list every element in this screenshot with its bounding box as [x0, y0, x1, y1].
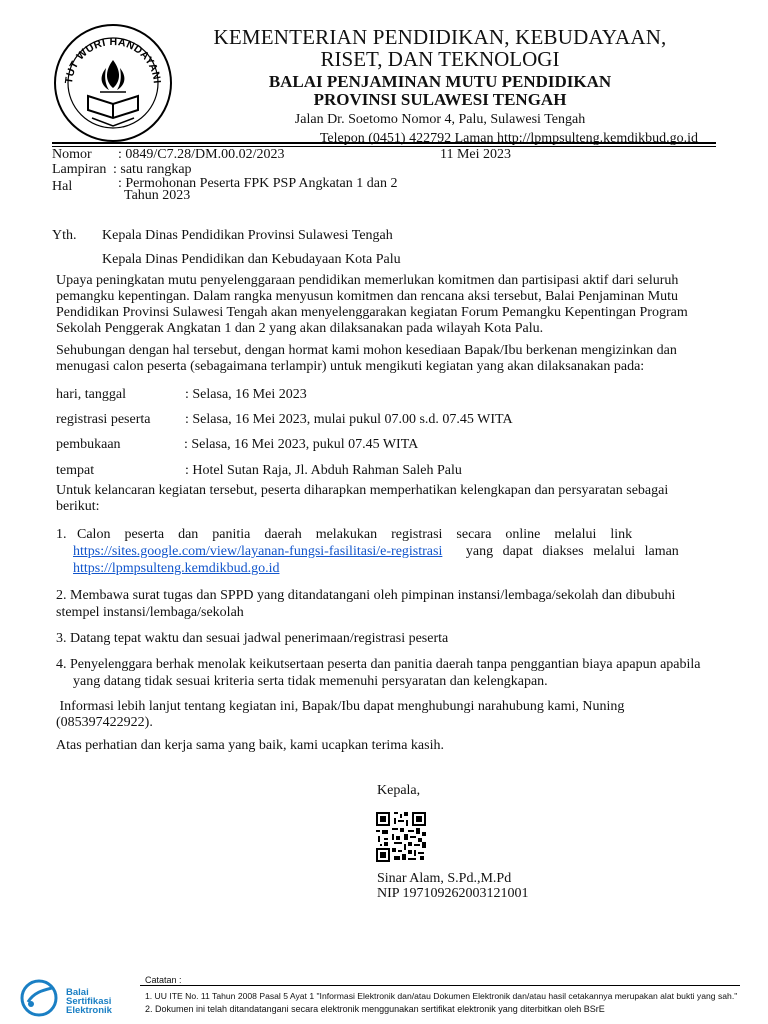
requirement-4-line2: yang datang tidak sesuai kriteria serta tidak memenuhi persyaratan dan kelengkapan. [73, 674, 548, 689]
nomor-label: Nomor [52, 147, 92, 162]
office-address: Jalan Dr. Soetomo Nomor 4, Palu, Sulawesi Tengah [294, 111, 586, 127]
signatory-title: Kepala, [377, 783, 421, 798]
schedule-value-opening: : Selasa, 16 Mei 2023, pukul 07.45 WITA [184, 437, 419, 452]
paragraph-3-line: Untuk kelancaran kegiatan tersebut, peserta diharapkan memperhatikan kelengkapan dan persyaratan sebagai [56, 483, 669, 498]
lampiran-label: Lampiran [52, 162, 107, 177]
bsre-logo-text [66, 988, 112, 1015]
letter-date: 11 Mei 2023 [440, 147, 512, 162]
svg-text:TUT WURI HANDAYANI: TUT WURI HANDAYANI [62, 35, 163, 85]
requirement-4-line1: 4. Penyelenggara berhak menolak keikutsertaan peserta dan panitia daerah tanpa penggantian biaya apapun apabila [56, 657, 701, 672]
requirement-1-line3 [73, 561, 280, 577]
office-name-line1: BALAI PENJAMINAN MUTU PENDIDIKAN [268, 72, 612, 92]
requirement-2-line1: 2. Membawa surat tugas dan SPPD yang ditandatangani oleh pimpinan instansi/lembaga/sekolah dan dibubuhi [56, 588, 676, 603]
paragraph-1 [56, 273, 688, 337]
hal-value-line2: Tahun 2023 [124, 188, 191, 203]
footer-divider [140, 985, 740, 986]
signature-qr-code [376, 812, 426, 862]
requirement-2-line2: stempel instansi/lembaga/sekolah [56, 605, 244, 620]
schedule-value-venue: : Hotel Sutan Raja, Jl. Abduh Rahman Saleh Palu [185, 463, 462, 478]
nomor-value: : 0849/C7.28/DM.00.02/2023 [118, 147, 285, 162]
signatory-name: Sinar Alam, S.Pd.,M.Pd [377, 871, 512, 886]
bsre-text-line: Balai [66, 987, 89, 998]
schedule-label-date: hari, tanggal [56, 387, 126, 402]
lampiran-value: : satu rangkap [113, 162, 192, 177]
ministry-name-line2: RISET, DAN TEKNOLOGI [320, 47, 560, 72]
paragraph-1-line: Sekolah Penggerak Angkatan 1 dan 2 yang akan dilaksanakan pada wilayah Kota Palu. [56, 321, 544, 336]
office-name-line2: PROVINSI SULAWESI TENGAH [313, 89, 567, 109]
paragraph-1-line: Pendidikan Provinsi Sulawesi Tengah akan menyelenggarakan kegiatan Forum Pemangku Kepentingan Program [56, 305, 688, 320]
paragraph-2-line: menugasi calon peserta (sebagaimana terlampir) untuk mengikuti kegiatan yang akan dilaksanakan pada: [56, 359, 645, 374]
requirement-1-mid: yang dapat diakses melalui laman [465, 544, 679, 559]
schedule-label-opening: pembukaan [56, 437, 121, 452]
paragraph-3-line: berikut: [56, 499, 100, 514]
paragraph-3 [56, 483, 668, 515]
ministry-name-line1: KEMENTERIAN PENDIDIKAN, KEBUDAYAAN, [213, 25, 667, 49]
schedule-label-venue: tempat [56, 463, 95, 478]
footer-note-label: Catatan : [145, 975, 182, 985]
footer-note-2: 2. Dokumen ini telah ditandatangani secara elektronik menggunakan sertifikat elektronik yang diterbitkan oleh BSrE [145, 1004, 605, 1014]
paragraph-2-line: Sehubungan dengan hal tersebut, dengan hormat kami mohon kesediaan Bapak/Ibu berkenan mengizinkan dan [56, 343, 677, 358]
bsre-text-line: Sertifikasi [66, 996, 112, 1007]
paragraph-1-line: Upaya peningkatan mutu penyelenggaraan pendidikan memerlukan komitmen dan partisipasi aktif dari seluruh [56, 273, 679, 288]
contact-info-line2: (085397422922). [56, 715, 153, 730]
paragraph-2 [56, 343, 677, 375]
hal-value: : Permohonan Peserta FPK PSP Angkatan 1 dan 2 [118, 176, 398, 191]
letterhead [180, 26, 700, 147]
schedule-label-registration: registrasi peserta [56, 412, 151, 427]
requirement-3: 3. Datang tepat waktu dan sesuai jadwal penerimaan/registrasi peserta [56, 631, 449, 646]
closing-sentence: Atas perhatian dan kerja sama yang baik, kami ucapkan terima kasih. [56, 738, 444, 753]
yth-label: Yth. [52, 228, 77, 243]
tut-wuri-handayani-logo [52, 22, 174, 144]
lpmp-website-link[interactable]: https://lpmpsulteng.kemdikbud.go.id [73, 561, 280, 576]
contact-info-line1: Informasi lebih lanjut tentang kegiatan ini, Bapak/Ibu dapat menghubungi narahubung kami, Nuning [56, 699, 625, 714]
signatory-nip: NIP 197109262003121001 [377, 886, 529, 901]
footer-note-1: 1. UU ITE No. 11 Tahun 2008 Pasal 5 Ayat 1 "Informasi Elektronik dan/atau Dokumen Elektronik dan/atau hasil cetakannya merupakan alat bukti yang sah." [145, 991, 738, 1001]
schedule-value-registration: : Selasa, 16 Mei 2023, mulai pukul 07.00 s.d. 07.45 WITA [185, 412, 513, 427]
office-contact: Telepon (0451) 422792 Laman http://lpmpsulteng.kemdikbud.go.id [319, 131, 698, 147]
recipient-2: Kepala Dinas Pendidikan dan Kebudayaan Kota Palu [102, 252, 401, 267]
recipient-1: Kepala Dinas Pendidikan Provinsi Sulawesi Tengah [102, 228, 393, 243]
bsre-logo-icon [16, 978, 62, 1018]
bsre-text-line: Elektronik [66, 1005, 112, 1016]
paragraph-1-line: pemangku kepentingan. Dalam rangka menyusun komitmen dan rencana aksi tersebut, Balai Penjaminan Mutu [56, 289, 679, 304]
registration-link[interactable]: https://sites.google.com/view/layanan-fungsi-fasilitasi/e-registrasi [73, 544, 443, 559]
schedule-value-date: : Selasa, 16 Mei 2023 [185, 387, 307, 402]
requirement-1-line2 [73, 544, 679, 560]
requirement-1-line1: 1. Calon peserta dan panitia daerah melakukan registrasi secara online melalui link [56, 527, 633, 542]
hal-label: Hal [52, 179, 73, 194]
